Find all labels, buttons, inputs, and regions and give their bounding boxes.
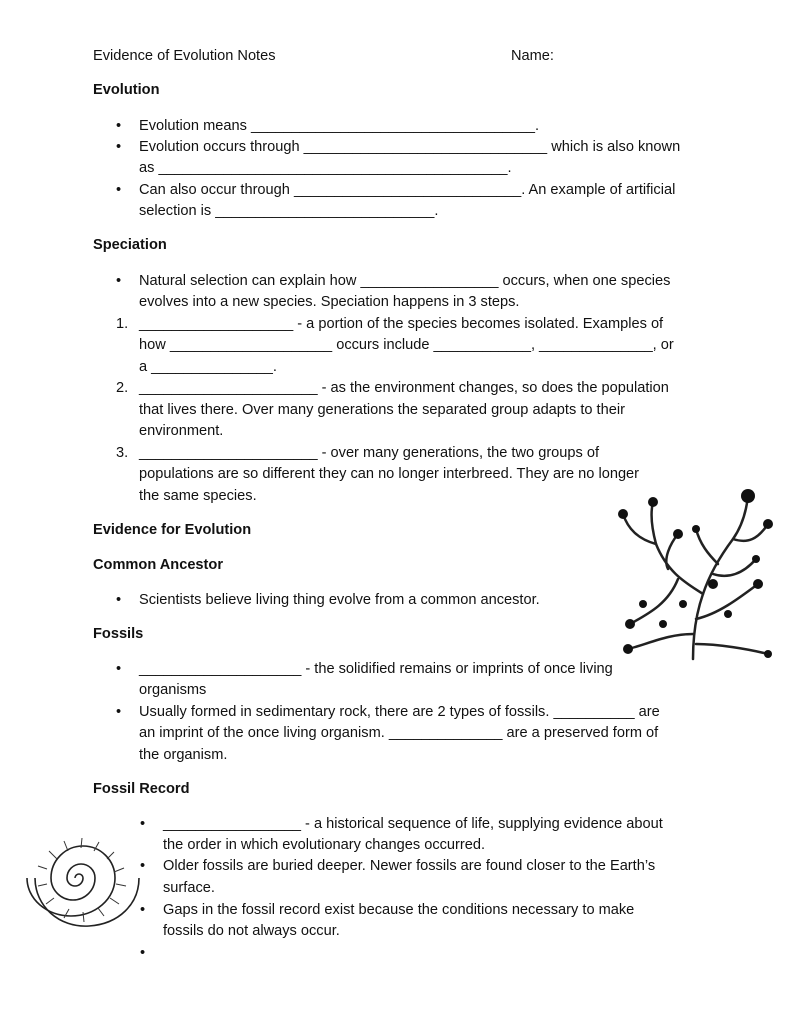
text-line: ____________________ - the solidified remains or imprints of once living — [139, 661, 613, 677]
list-number: 1. — [116, 316, 129, 332]
text-line: Can also occur through ____________________________. An example of artificial — [139, 182, 676, 198]
bullet: • — [116, 182, 122, 198]
document-title: Evidence of Evolution Notes — [93, 48, 276, 64]
text-line: surface. — [163, 880, 215, 896]
bullet: • — [116, 661, 122, 677]
section-heading-fossils: Fossils — [93, 626, 144, 642]
bullet: • — [116, 118, 122, 134]
name-label: Name: — [511, 48, 554, 64]
text-line: ___________________ - a portion of the species becomes isolated. Examples of — [139, 316, 664, 332]
text-line: Evolution means ___________________________________. — [139, 118, 540, 134]
bullet: • — [140, 816, 146, 832]
list-number: 3. — [116, 445, 129, 461]
section-heading-evidence: Evidence for Evolution — [93, 522, 252, 538]
bullet: • — [140, 858, 146, 874]
text-line: the order in which evolutionary changes occurred. — [163, 837, 486, 853]
text-line: ______________________ - over many generations, the two groups of — [139, 445, 600, 461]
text-line: Evolution occurs through ______________________________ which is also known — [139, 139, 681, 155]
text-line: organisms — [139, 682, 207, 698]
text-line: selection is ___________________________. — [139, 203, 439, 219]
section-heading-evolution: Evolution — [93, 82, 160, 98]
text-line: ______________________ - as the environment changes, so does the population — [139, 380, 669, 396]
text-line: as ___________________________________________. — [139, 160, 512, 176]
bullet: • — [116, 139, 122, 155]
section-heading-speciation: Speciation — [93, 237, 167, 253]
text-line: a _______________. — [139, 359, 277, 375]
text-line: Older fossils are buried deeper. Newer fossils are found closer to the Earth’s — [163, 858, 656, 874]
section-heading-common-ancestor: Common Ancestor — [93, 557, 224, 573]
text-line: Scientists believe living thing evolve from a common ancestor. — [139, 592, 540, 608]
ammonite-shell-icon — [14, 826, 144, 932]
bullet: • — [140, 902, 146, 918]
list-number: 2. — [116, 380, 129, 396]
bullet: • — [140, 945, 146, 961]
text-line: populations are so different they can no longer interbreed. They are no longer — [139, 466, 640, 482]
tree-of-life-icon — [608, 484, 778, 664]
text-line: _________________ - a historical sequence of life, supplying evidence about — [163, 816, 663, 832]
text-line: Natural selection can explain how _________________ occurs, when one species — [139, 273, 671, 289]
text-line: how ____________________ occurs include ____________, ______________, or — [139, 337, 674, 353]
text-line: that lives there. Over many generations the separated group adapts to their — [139, 402, 625, 418]
text-line: fossils do not always occur. — [163, 923, 340, 939]
text-line: the organism. — [139, 747, 228, 763]
bullet: • — [116, 273, 122, 289]
text-line: Gaps in the fossil record exist because the conditions necessary to make — [163, 902, 635, 918]
bullet: • — [116, 592, 122, 608]
text-line: environment. — [139, 423, 224, 439]
text-line: evolves into a new species. Speciation happens in 3 steps. — [139, 294, 520, 310]
section-heading-fossil-record: Fossil Record — [93, 781, 190, 797]
bullet: • — [116, 704, 122, 720]
text-line: the same species. — [139, 488, 257, 504]
text-line: an imprint of the once living organism. ______________ are a preserved form of — [139, 725, 659, 741]
text-line: Usually formed in sedimentary rock, there are 2 types of fossils. __________ are — [139, 704, 660, 720]
